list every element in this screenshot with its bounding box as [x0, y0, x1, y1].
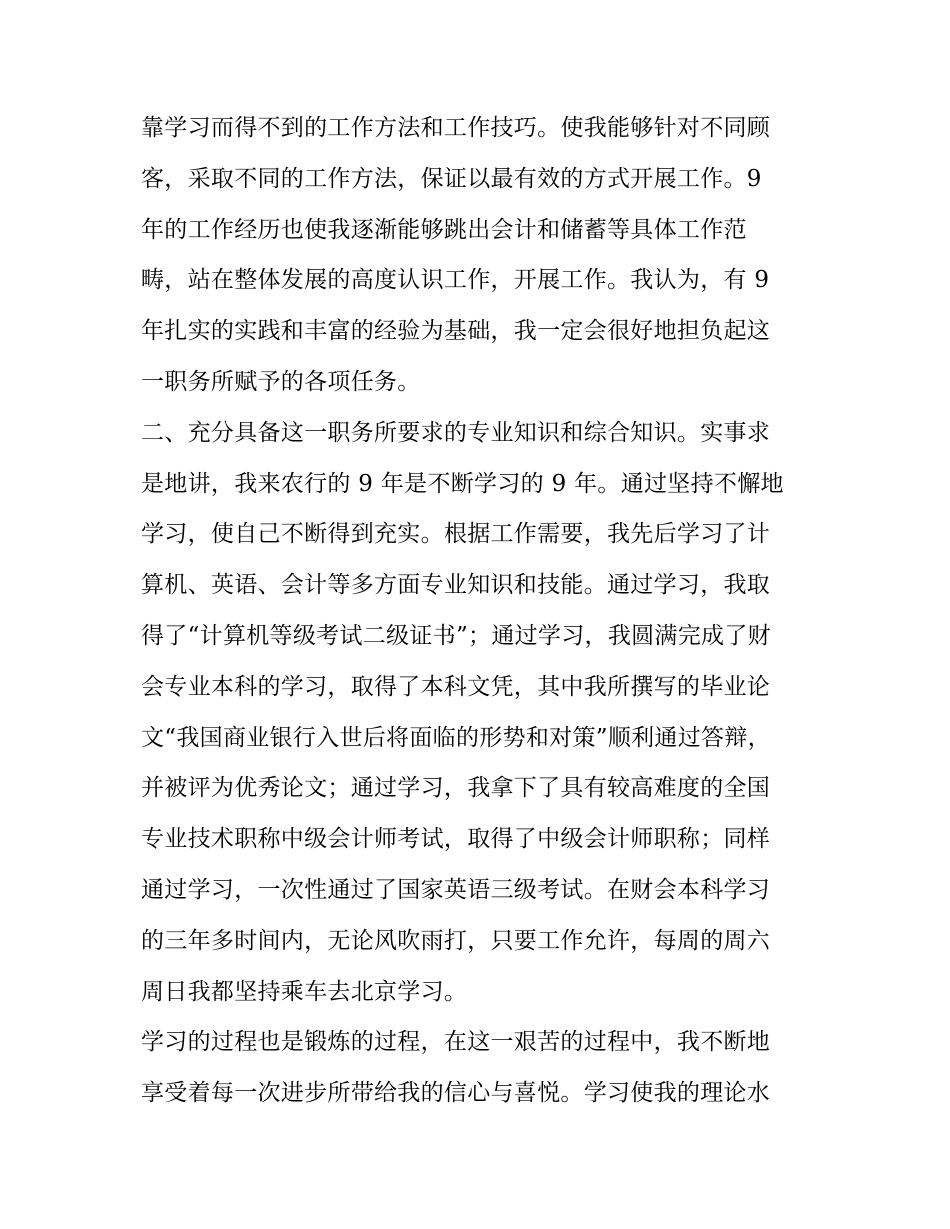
- text-line: 文“我国商业银行入世后将面临的形势和对策”顺利通过答辩，: [141, 724, 771, 751]
- text-line: 专业技术职称中级会计师考试，取得了中级会计师职称；同样: [141, 826, 771, 853]
- text-line: 靠学习而得不到的工作方法和工作技巧。使我能够针对不同顾: [141, 115, 771, 141]
- text-line: 并被评为优秀论文；通过学习，我拿下了具有较高难度的全国: [141, 775, 771, 802]
- text-line: 年的工作经历也使我逐渐能够跳出会计和储蓄等具体工作范: [141, 216, 747, 243]
- text-line: 学习的过程也是锻炼的过程，在这一艰苦的过程中，我不断地: [141, 1029, 771, 1056]
- text-line: 通过学习，一次性通过了国家英语三级考试。在财会本科学习: [141, 876, 771, 903]
- text-line: 年扎实的实践和丰富的经验为基础，我一定会很好地担负起这: [141, 318, 771, 345]
- text-line: 周日我都坚持乘车去北京学习。: [141, 978, 468, 1005]
- text-line: 会专业本科的学习，取得了本科文凭，其中我所撰写的毕业论: [141, 673, 771, 700]
- text-line: 得了“计算机等级考试二级证书”；通过学习，我圆满完成了财: [141, 622, 771, 649]
- body-text: [141, 103, 831, 1119]
- text-line: 是地讲，我来农行的 9 年是不断学习的 9 年。通过坚持不懈地: [141, 470, 784, 497]
- text-line: 一职务所赋予的各项任务。: [141, 368, 421, 395]
- text-line: 学习，使自己不断得到充实。根据工作需要，我先后学习了计: [141, 521, 771, 548]
- text-line: 客，采取不同的工作方法，保证以最有效的方式开展工作。9: [141, 165, 762, 192]
- text-line: 享受着每一次进步所带给我的信心与喜悦。学习使我的理论水: [141, 1080, 771, 1107]
- text-line: 算机、英语、会计等多方面专业知识和技能。通过学习，我取: [141, 572, 771, 599]
- text-line: 二、充分具备这一职务所要求的专业知识和综合知识。实事求: [141, 419, 771, 446]
- text-line: 的三年多时间内，无论风吹雨打，只要工作允许，每周的周六: [141, 927, 771, 954]
- text-line: 畴，站在整体发展的高度认识工作，开展工作。我认为，有 9: [141, 267, 770, 294]
